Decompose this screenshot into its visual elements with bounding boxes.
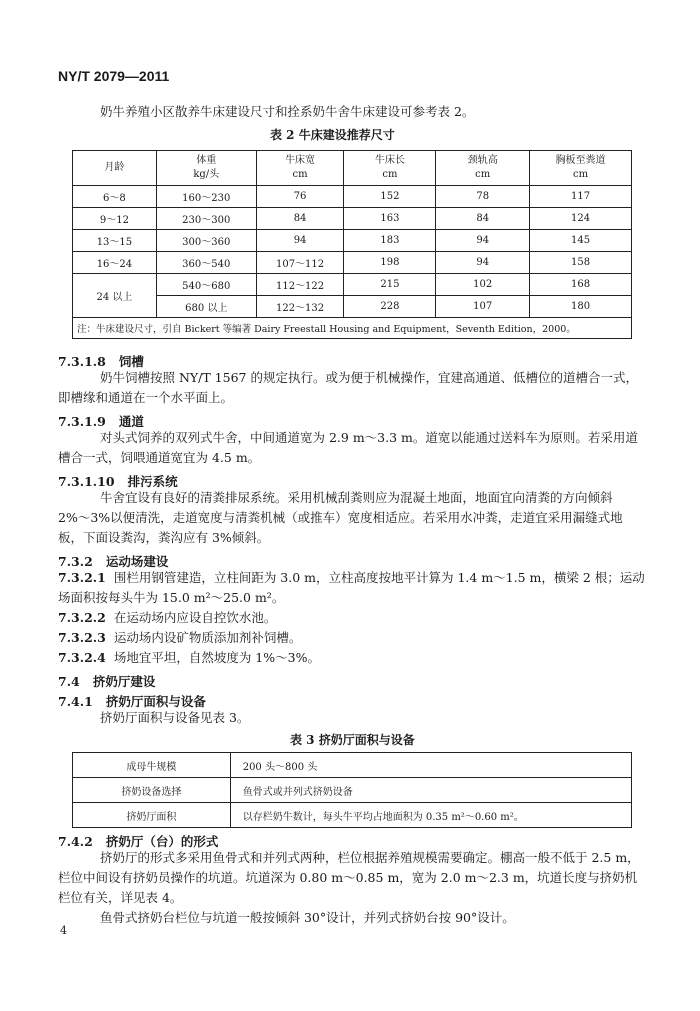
table-2 bbox=[72, 150, 632, 339]
paragraph-line: 奶牛饲槽按照 NY/T 1567 的规定执行。或为便于机械操作，宜建高通道、低槽位的道槽合一式， bbox=[100, 370, 638, 385]
cell: 84 bbox=[436, 208, 530, 230]
cell: 102 bbox=[436, 274, 530, 296]
section-heading-732: 7.3.2 运动场建设 bbox=[58, 554, 169, 569]
table2-caption: 表 2 牛床建设推荐尺寸 bbox=[270, 128, 395, 142]
section-heading-74: 7.4 挤奶厅建设 bbox=[58, 674, 156, 689]
cell: 168 bbox=[530, 274, 632, 296]
cell: 16～24 bbox=[73, 252, 157, 274]
section-heading-7318: 7.3.1.8 饲槽 bbox=[58, 354, 144, 369]
cell-label: 挤奶设备选择 bbox=[73, 778, 231, 803]
cell: 680 以上 bbox=[156, 296, 256, 318]
cell: 78 bbox=[436, 186, 530, 208]
cell: 13～15 bbox=[73, 230, 157, 252]
cell-label: 成母牛规模 bbox=[73, 753, 231, 778]
cell: 158 bbox=[530, 252, 632, 274]
cell: 145 bbox=[530, 230, 632, 252]
cell: 76 bbox=[256, 186, 344, 208]
cell-group-label: 24 以上 bbox=[73, 274, 157, 318]
paragraph-line: 挤奶厅面积与设备见表 3。 bbox=[100, 710, 250, 725]
table-row bbox=[73, 274, 632, 296]
cell: 540～680 bbox=[156, 274, 256, 296]
paragraph-line: 栏位有关，详见表 4。 bbox=[58, 890, 183, 905]
header-bed-length: 牛床长 cm bbox=[344, 151, 436, 186]
cell: 163 bbox=[344, 208, 436, 230]
paragraph-line: 鱼骨式挤奶台栏位与坑道一般按倾斜 30°设计，并列式挤奶台按 90°设计。 bbox=[100, 910, 515, 925]
cell: 9～12 bbox=[73, 208, 157, 230]
table-row bbox=[73, 186, 632, 208]
cell: 152 bbox=[344, 186, 436, 208]
paragraph-line: 挤奶厅的形式多采用鱼骨式和并列式两种，栏位根据养殖规模需要确定。棚高一般不低于 2.5 m， bbox=[100, 850, 640, 865]
table-row bbox=[73, 230, 632, 252]
cell: 107～112 bbox=[256, 252, 344, 274]
cell: 6～8 bbox=[73, 186, 157, 208]
header-weight: 体重 kg/头 bbox=[156, 151, 256, 186]
header-chest-to-manure: 胸板至粪道 cm bbox=[530, 151, 632, 186]
table-row bbox=[73, 252, 632, 274]
cell: 180 bbox=[530, 296, 632, 318]
paragraph-line: 7.3.2.3 运动场内设矿物质添加剂补饲槽。 bbox=[58, 630, 302, 645]
table-row bbox=[73, 778, 632, 803]
header-bed-width: 牛床宽 cm bbox=[256, 151, 344, 186]
section-heading-742: 7.4.2 挤奶厅（台）的形式 bbox=[58, 834, 219, 849]
cell: 94 bbox=[256, 230, 344, 252]
table-row bbox=[73, 803, 632, 828]
standard-number: NY/T 2079—2011 bbox=[58, 68, 170, 84]
page-number: 4 bbox=[60, 924, 67, 937]
table3-caption: 表 3 挤奶厅面积与设备 bbox=[290, 733, 415, 747]
cell: 117 bbox=[530, 186, 632, 208]
intro-paragraph: 奶牛养殖小区散养牛床建设尺寸和拴系奶牛舍牛床建设可参考表 2。 bbox=[100, 104, 475, 119]
table-note: 注：牛床建设尺寸，引自 Bickert 等编著 Dairy Freestall Housing and Equipment，Seventh Edition，2000。 bbox=[73, 318, 632, 339]
cell: 94 bbox=[436, 230, 530, 252]
cell: 215 bbox=[344, 274, 436, 296]
paragraph-line: 2%～3%以便清洗，走道宽度与清粪机械（或推车）宽度相适应。若采用水冲粪，走道宜采用漏缝式地 bbox=[58, 510, 623, 525]
cell: 300～360 bbox=[156, 230, 256, 252]
cell: 122～132 bbox=[256, 296, 344, 318]
cell: 107 bbox=[436, 296, 530, 318]
cell: 112～122 bbox=[256, 274, 344, 296]
cell: 84 bbox=[256, 208, 344, 230]
section-heading-741: 7.4.1 挤奶厅面积与设备 bbox=[58, 694, 206, 709]
paragraph-line: 即槽缘和通道在一个水平面上。 bbox=[58, 390, 234, 405]
table-note-row bbox=[73, 318, 632, 339]
paragraph-line: 牛舍宜设有良好的清粪排尿系统。采用机械刮粪则应为混凝土地面，地面宜向清粪的方向倾斜 bbox=[100, 490, 613, 505]
cell: 360～540 bbox=[156, 252, 256, 274]
header-neck-height: 颈轨高 cm bbox=[436, 151, 530, 186]
paragraph-line: 7.3.2.1 围栏用钢管建造，立柱间距为 3.0 m，立柱高度按地平计算为 1.4 m～1.5 m，横梁 2 根；运动 bbox=[58, 570, 645, 585]
cell-value: 以存栏奶牛数计，每头牛平均占地面积为 0.35 m²～0.60 m²。 bbox=[230, 803, 631, 828]
cell: 160～230 bbox=[156, 186, 256, 208]
cell: 124 bbox=[530, 208, 632, 230]
table-row bbox=[73, 753, 632, 778]
paragraph-line: 板，下面设粪沟，粪沟应有 3%倾斜。 bbox=[58, 530, 270, 545]
section-heading-73110: 7.3.1.10 排污系统 bbox=[58, 474, 178, 489]
cell: 198 bbox=[344, 252, 436, 274]
table-row bbox=[73, 296, 632, 318]
paragraph-line: 栏位中间设有挤奶员操作的坑道。坑道深为 0.80 m～0.85 m，宽为 2.0 m～2.3 m，坑道长度与挤奶机 bbox=[58, 870, 638, 885]
cell: 230～300 bbox=[156, 208, 256, 230]
cell: 228 bbox=[344, 296, 436, 318]
cell: 183 bbox=[344, 230, 436, 252]
cell-label: 挤奶厅面积 bbox=[73, 803, 231, 828]
table-3 bbox=[72, 752, 632, 828]
paragraph-line: 场面积按每头牛为 15.0 m²～25.0 m²。 bbox=[58, 590, 285, 605]
table-row bbox=[73, 208, 632, 230]
paragraph-line: 7.3.2.2 在运动场内应设自控饮水池。 bbox=[58, 610, 277, 625]
cell-value: 鱼骨式或并列式挤奶设备 bbox=[230, 778, 631, 803]
cell: 94 bbox=[436, 252, 530, 274]
section-heading-7319: 7.3.1.9 通道 bbox=[58, 414, 144, 429]
paragraph-line: 对头式饲养的双列式牛舍，中间通道宽为 2.9 m～3.3 m。道宽以能通过送料车为原则。若采用道 bbox=[100, 430, 638, 445]
paragraph-line: 7.3.2.4 场地宜平坦，自然坡度为 1%～3%。 bbox=[58, 650, 320, 665]
paragraph-line: 槽合一式，饲喂通道宽宜为 4.5 m。 bbox=[58, 450, 261, 465]
header-month: 月龄 bbox=[73, 151, 157, 186]
cell-value: 200 头～800 头 bbox=[230, 753, 631, 778]
table-header-row bbox=[73, 151, 632, 186]
